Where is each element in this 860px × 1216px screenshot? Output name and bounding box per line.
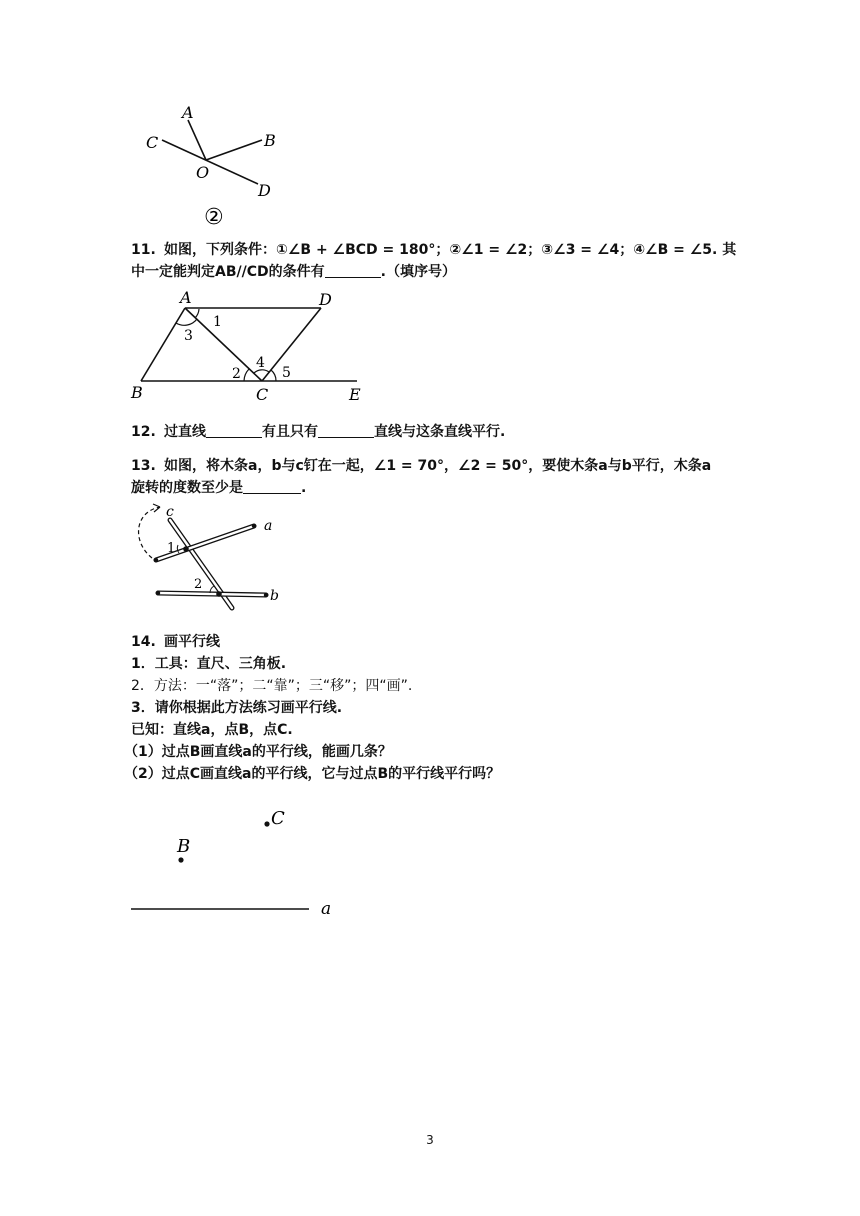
label-a: a <box>264 518 273 534</box>
label-b: b <box>270 588 279 604</box>
label-d: D <box>258 181 271 200</box>
angle-label-1: 1 <box>213 314 222 330</box>
point-c <box>264 821 269 826</box>
label-b: B <box>264 131 276 150</box>
label-e: E <box>349 385 361 404</box>
label-b: B <box>131 383 143 402</box>
q14-title: 画平行线 <box>164 634 220 650</box>
q11-text-2: 中一定能判定AB//CD的条件有 <box>131 264 325 280</box>
arc-angle-2 <box>244 369 249 381</box>
arc-angle-3 <box>176 319 197 325</box>
q12-line <box>131 422 505 442</box>
stick-b-end <box>264 593 268 597</box>
q14-practice: 3．请你根据此方法练习画平行线. <box>131 700 343 716</box>
arc-angle-5 <box>271 370 276 381</box>
label-a: a <box>321 899 332 919</box>
label-a: A <box>182 103 194 122</box>
q13-text-2: 旋转的度数至少是 <box>131 480 243 496</box>
q13-text-1: 如图，将木条a，b与c钉在一起，∠1 = 70°，∠2 = 50°，要使木条a与b平行，木条a <box>164 458 712 474</box>
q12-text-a: 过直线 <box>164 424 206 440</box>
q11-text-3: .（填序号） <box>380 264 456 280</box>
q14-number: 14. <box>131 634 156 650</box>
q11-number: 11. <box>131 242 156 258</box>
point-b <box>178 857 183 862</box>
q14-method: 2．方法：一“落”；二“靠”；三“移”；四“画”. <box>131 678 413 694</box>
figure-q13-sticks <box>130 502 290 614</box>
angle-label-5: 5 <box>282 365 291 381</box>
figure-caption: ② <box>204 205 224 230</box>
angle-label-3: 3 <box>184 328 193 344</box>
label-b: B <box>177 836 191 857</box>
q14-given: 已知：直线a，点B，点C. <box>131 722 293 738</box>
nail-2 <box>216 591 222 597</box>
label-c: C <box>146 133 159 152</box>
angle-label-4: 4 <box>256 355 265 371</box>
label-o: O <box>196 163 210 182</box>
q12-text-b: 有且只有 <box>262 424 318 440</box>
rotation-arrowhead <box>153 504 160 512</box>
q14-tools: 1．工具：直尺、三角板. <box>131 656 287 672</box>
segment-ab <box>141 308 185 381</box>
q14-sub2: （2）过点C画直线a的平行线，它与过点B的平行线平行吗？ <box>124 766 501 782</box>
label-c: C <box>271 808 285 829</box>
nail-1 <box>183 546 189 552</box>
q13-number: 13. <box>131 458 156 474</box>
q12-text-c: 直线与这条直线平行. <box>374 424 506 440</box>
q12-blank-2[interactable] <box>318 423 374 438</box>
label-c: c <box>166 504 174 520</box>
stick-a-end <box>252 524 256 528</box>
figure-angles-o <box>140 100 280 230</box>
label-a: A <box>180 288 192 307</box>
q13-line1 <box>131 456 711 476</box>
figure-q14-points <box>125 800 345 925</box>
page-number: 3 <box>426 1133 434 1147</box>
label-d: D <box>319 290 332 309</box>
angle-label-2: 2 <box>232 366 241 382</box>
figure-q11-parallelogram <box>125 288 375 410</box>
stick-b-start <box>156 591 160 595</box>
q11-text-1: 如图，下列条件：①∠B + ∠BCD = 180°；②∠1 = ∠2；③∠3 = ∠4；④∠B = ∠5. 其 <box>164 242 737 258</box>
q12-blank-1[interactable] <box>206 423 262 438</box>
q13-answer-blank[interactable] <box>243 479 301 494</box>
q14-title-line <box>131 632 220 652</box>
angle-label-2: 2 <box>194 577 203 592</box>
ray-ob <box>206 140 262 160</box>
stick-a-start <box>154 558 158 562</box>
q11-line1 <box>131 240 736 260</box>
label-c: C <box>256 385 269 404</box>
q14-sub1: （1）过点B画直线a的平行线，能画几条？ <box>124 744 392 760</box>
q13-line2 <box>131 478 306 498</box>
rotation-arrow <box>139 507 160 558</box>
q12-number: 12. <box>131 424 156 440</box>
segment-cd <box>262 308 321 381</box>
arc-angle-1 <box>195 309 199 318</box>
q11-answer-blank[interactable] <box>325 263 381 278</box>
angle-label-1: 1 <box>167 541 176 556</box>
q13-text-3: . <box>301 480 307 496</box>
q11-line2 <box>131 262 456 282</box>
